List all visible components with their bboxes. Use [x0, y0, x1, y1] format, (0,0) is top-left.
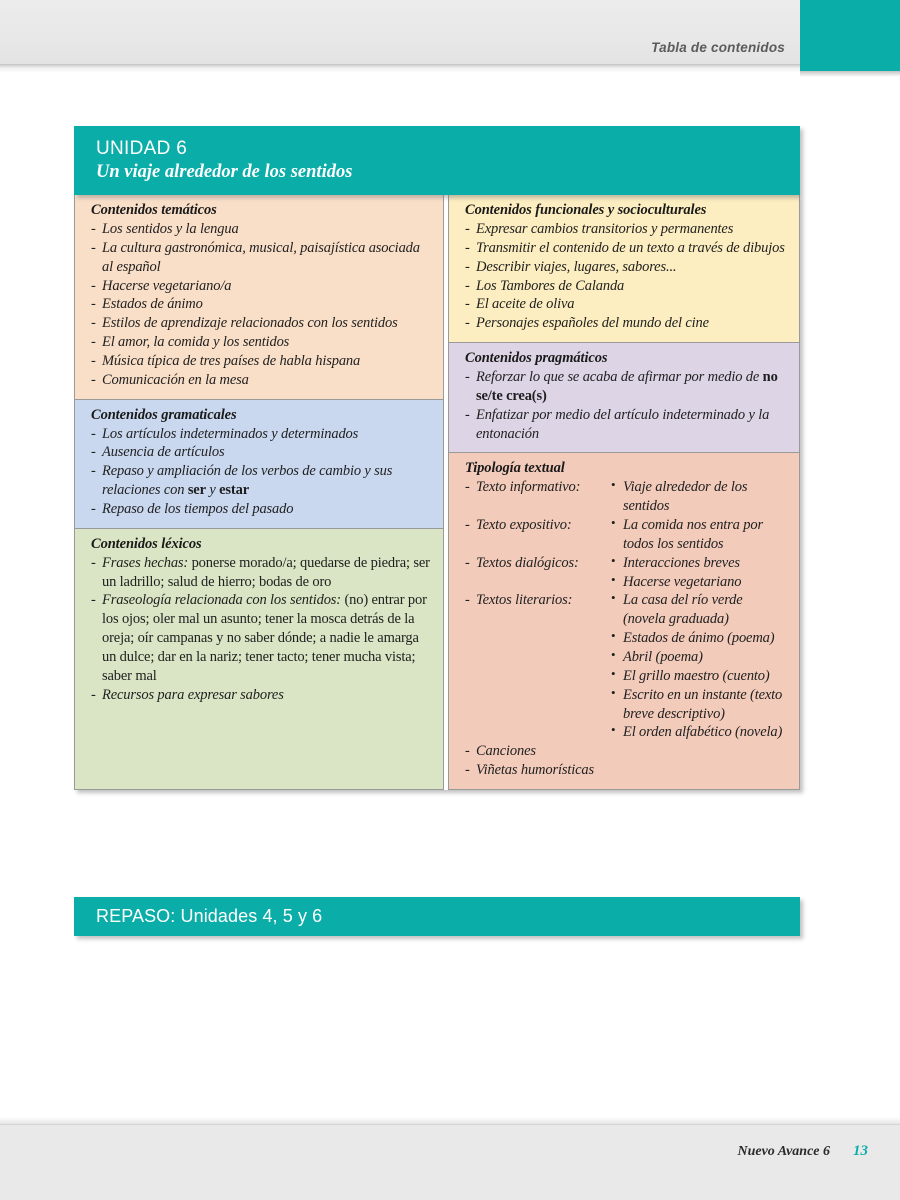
- tipologia-bullet-item: • Viaje alrededor de los sentidos: [611, 478, 787, 516]
- tipologia-bullet-item: • El grillo maestro (cuento): [611, 667, 787, 686]
- tipologia-bullet-item: • El orden alfabético (novela): [611, 723, 787, 742]
- list-gramaticales: [91, 425, 431, 519]
- panel-tipologia-textual: [448, 453, 800, 790]
- lexical-examples: ponerse morado/a; quedarse de piedra; ser un ladrillo; salud de hierro; bodas de oro: [102, 554, 430, 590]
- panel-contenidos-pragmaticos: [448, 343, 800, 453]
- list-item: - Los artículos indeterminados y determinados: [91, 425, 431, 444]
- list-item: - Estados de ánimo: [91, 295, 431, 314]
- panel-title-funcionales: Contenidos funcionales y socioculturales: [465, 201, 707, 218]
- page-footer-bar: [0, 1124, 900, 1200]
- tipologia-row: [465, 591, 787, 742]
- unit-block: [74, 126, 800, 790]
- list-item: - Canciones: [465, 742, 787, 761]
- tipologia-bullet-item: • Hacerse vegetariano: [611, 573, 787, 592]
- tipologia-bullet-item: • La comida nos entra por todos los sentidos: [611, 516, 787, 554]
- lexical-examples: (no) entrar por los ojos; oler mal un asunto; tener la mosca detrás de la oreja; oír campanas y no saber dónde; a nadie le amarga un dulce; dar en la nariz; tener tacto; tener mucha vista; saber mal: [102, 592, 427, 684]
- footer-page-number: 13: [853, 1143, 868, 1159]
- contents-column-left: [74, 195, 448, 790]
- panel-title-gramaticales: Contenidos gramaticales: [91, 406, 237, 423]
- list-item: - Repaso y ampliación de los verbos de cambio y sus relaciones con ser y estar: [91, 462, 431, 500]
- tipologia-bullet-item: • Interacciones breves: [611, 554, 787, 573]
- tipologia-row-label: - Textos literarios:: [465, 591, 611, 742]
- list-item: - Comunicación en la mesa: [91, 371, 431, 390]
- list-item: - Describir viajes, lugares, sabores...: [465, 258, 787, 277]
- panel-contenidos-gramaticales: [74, 400, 444, 529]
- panel-title-tematicos: Contenidos temáticos: [91, 201, 217, 218]
- emphasis-term: estar: [219, 482, 249, 499]
- list-item: - Los sentidos y la lengua: [91, 220, 431, 239]
- list-item: - Estilos de aprendizaje relacionados con los sentidos: [91, 314, 431, 333]
- list-item: - Transmitir el contenido de un texto a través de dibujos: [465, 239, 787, 258]
- unit-number: UNIDAD 6: [96, 138, 188, 159]
- panel-title-tipologia: Tipología textual: [465, 460, 565, 477]
- tipologia-row: [465, 478, 787, 516]
- list-item: [91, 554, 431, 592]
- tipologia-row-label: - Texto informativo:: [465, 478, 611, 516]
- header-accent-tab-shadow: [800, 71, 900, 77]
- list-item: - Hacerse vegetariano/a: [91, 277, 431, 296]
- header-accent-tab: [800, 0, 900, 71]
- tipologia-bullet-item: • Estados de ánimo (poema): [611, 629, 787, 648]
- list-item: - Repaso de los tiempos del pasado: [91, 500, 431, 519]
- panel-contenidos-lexicos: [74, 529, 444, 790]
- emphasis-term: ser: [187, 482, 206, 499]
- lexical-category: Fraseología relacionada con los sentidos:: [102, 592, 341, 609]
- tipologia-row-values: [611, 478, 787, 516]
- panel-title-lexicos: Contenidos léxicos: [91, 535, 202, 552]
- list-item: - Personajes españoles del mundo del cine: [465, 314, 787, 333]
- tipologia-row-values: [611, 516, 787, 554]
- panel-contenidos-funcionales: [448, 195, 800, 343]
- tipologia-row-values: [611, 554, 787, 592]
- page-header-title: Tabla de contenidos: [651, 40, 785, 55]
- tipologia-bullet-item: • Escrito en un instante (texto breve descriptivo): [611, 686, 787, 724]
- list-tipologia-rows: [465, 478, 787, 742]
- tipologia-row-values: [611, 591, 787, 742]
- tipologia-row: [465, 554, 787, 592]
- unit-header: [74, 126, 800, 195]
- list-item: - Los Tambores de Calanda: [465, 277, 787, 296]
- list-item: - Música típica de tres países de habla hispana: [91, 352, 431, 371]
- page-header-shadow: [0, 64, 900, 73]
- panel-title-pragmaticos: Contenidos pragmáticos: [465, 350, 608, 367]
- unit-subtitle: Un viaje alrededor de los sentidos: [96, 161, 353, 182]
- list-item: - Ausencia de artículos: [91, 443, 431, 462]
- footer-book-title: Nuevo Avance 6: [737, 1144, 830, 1159]
- list-lexicos: [91, 554, 431, 705]
- list-item: - El amor, la comida y los sentidos: [91, 333, 431, 352]
- contents-column-right: [448, 195, 800, 790]
- tipologia-bullet-item: • La casa del río verde (novela graduada): [611, 591, 787, 629]
- list-item: - Reforzar lo que se acaba de afirmar por medio de no se/te crea(s): [465, 368, 787, 406]
- list-pragmaticos: [465, 368, 787, 443]
- tipologia-row: [465, 516, 787, 554]
- list-item: - La cultura gastronómica, musical, paisajística asociada al español: [91, 239, 431, 277]
- lexical-category: Frases hechas:: [102, 554, 189, 571]
- list-item: - Viñetas humorísticas: [465, 761, 787, 780]
- list-funcionales: [465, 220, 787, 333]
- panel-contenidos-tematicos: [74, 195, 444, 400]
- list-tipologia-tail: [465, 742, 787, 780]
- list-item: - Enfatizar por medio del artículo indeterminado y la entonación: [465, 406, 787, 444]
- contents-columns: [74, 195, 800, 790]
- tipologia-bullet-item: • Abril (poema): [611, 648, 787, 667]
- tipologia-row-label: - Texto expositivo:: [465, 516, 611, 554]
- list-item: [91, 591, 431, 685]
- list-tematicos: [91, 220, 431, 390]
- repaso-bar: REPASO: Unidades 4, 5 y 6: [74, 897, 800, 936]
- list-item: - Expresar cambios transitorios y permanentes: [465, 220, 787, 239]
- tipologia-row-label: - Textos dialógicos:: [465, 554, 611, 592]
- list-item: [91, 686, 431, 705]
- lexical-category: Recursos para expresar sabores: [102, 686, 284, 703]
- list-item: - El aceite de oliva: [465, 295, 787, 314]
- emphasis-term: no se/te crea(s): [476, 369, 778, 404]
